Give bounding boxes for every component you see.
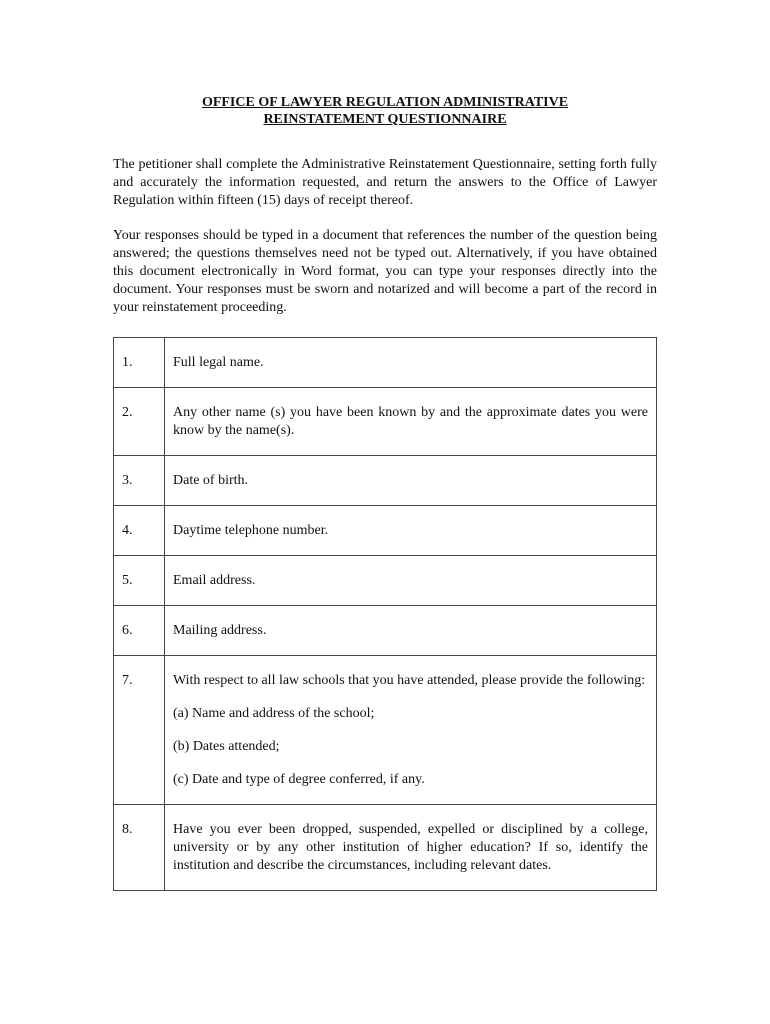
document-body	[113, 94, 657, 317]
questionnaire-table	[113, 337, 657, 891]
question-number: 3.	[114, 456, 165, 506]
question-number: 8.	[114, 805, 165, 891]
question-row	[114, 338, 657, 388]
document-title-line-1: OFFICE OF LAWYER REGULATION ADMINISTRATIVE	[201, 95, 569, 110]
question-text[interactable]: Any other name (s) you have been known by and the approximate dates you were know by the name(s).	[165, 388, 657, 456]
question-text[interactable]: Date of birth.	[165, 456, 657, 506]
question-number: 5.	[114, 556, 165, 606]
question-text-cell[interactable]	[165, 656, 657, 805]
question-number: 1.	[114, 338, 165, 388]
question-text[interactable]: Daytime telephone number.	[165, 506, 657, 556]
question-row	[114, 506, 657, 556]
question-text[interactable]: Mailing address.	[165, 606, 657, 656]
instructions-paragraph-1: The petitioner shall complete the Administrative Reinstatement Questionnaire, setting forth fully and accurately the information requested, and return the answers to the Office of Lawyer Regulation within fifteen (15) days of receipt thereof.	[113, 157, 657, 208]
question-number: 4.	[114, 506, 165, 556]
question-number: 7.	[114, 656, 165, 805]
question-text: With respect to all law schools that you have attended, please provide the following:	[173, 673, 646, 688]
sub-item-dates: (b) Dates attended;	[173, 739, 280, 754]
sub-item-degree: (c) Date and type of degree conferred, if any.	[173, 772, 425, 787]
question-row	[114, 805, 657, 891]
question-text[interactable]: Have you ever been dropped, suspended, expelled or disciplined by a college, university or by any other institution of higher education? If so, identify the institution and describe the circumstances, including relevant dates.	[165, 805, 657, 891]
document-title-line-2: REINSTATEMENT QUESTIONNAIRE	[263, 112, 507, 127]
question-row	[114, 606, 657, 656]
instructions-paragraph-2: Your responses should be typed in a document that references the number of the question being answered; the questions themselves need not be typed out. Alternatively, if you have obtained this document electronically in Word format, you can type your responses directly into the document. Your responses must be sworn and notarized and will become a part of the record in your reinstatement proceeding.	[113, 228, 657, 315]
question-text[interactable]: Email address.	[165, 556, 657, 606]
question-row	[114, 456, 657, 506]
question-number: 2.	[114, 388, 165, 456]
question-number: 6.	[114, 606, 165, 656]
question-row	[114, 388, 657, 456]
question-row	[114, 656, 657, 805]
question-row	[114, 556, 657, 606]
sub-item-school: (a) Name and address of the school;	[173, 706, 375, 721]
question-text[interactable]: Full legal name.	[165, 338, 657, 388]
